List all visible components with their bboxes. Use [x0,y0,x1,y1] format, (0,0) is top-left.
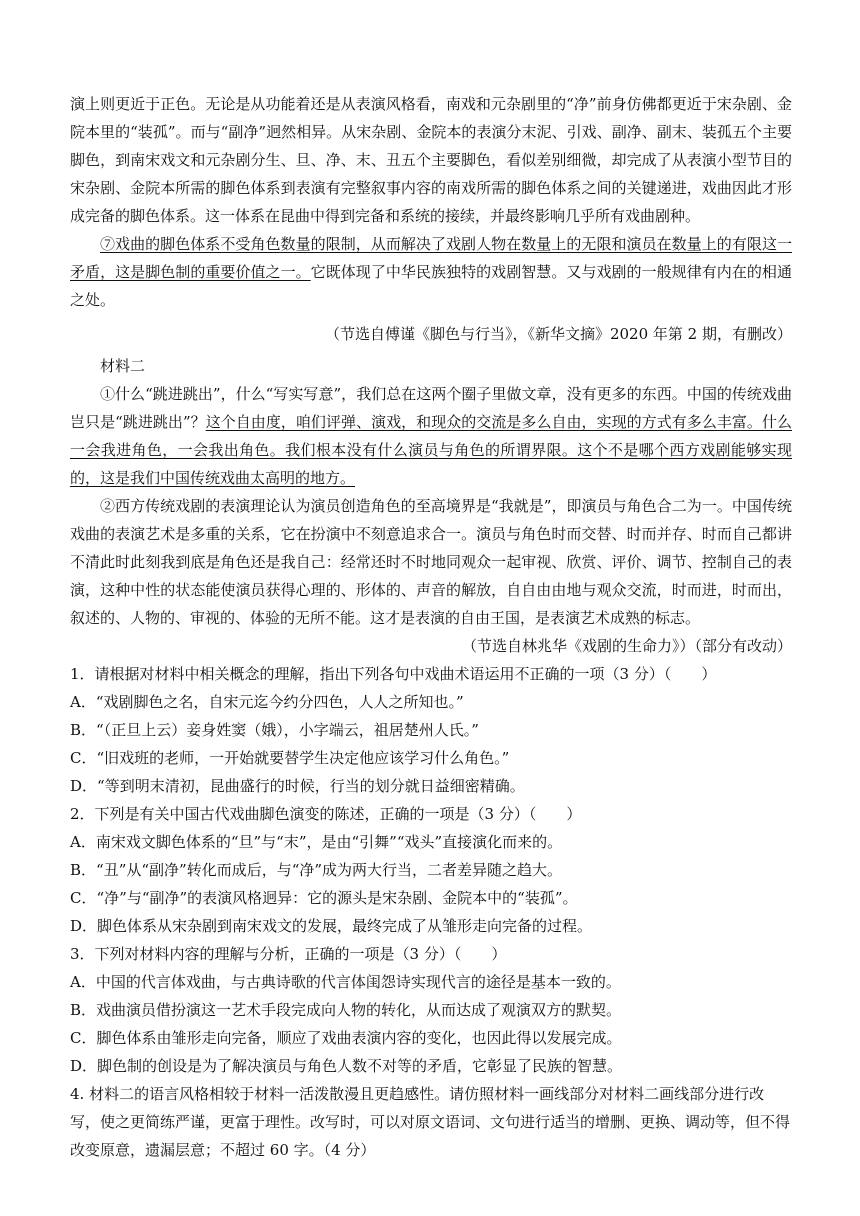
question-2 [70,800,792,940]
material1-paragraph-6: 演上则更近于正色。无论是从功能着还是从表演风格看，南戏和元杂剧里的“净”前身仿佛都更近于宋杂剧、金院本里的“装孤”。而与“副净”迥然相异。从宋杂剧、金院本的表演分末泥、引戏、副净、副末、装孤五个主要脚色，到南宋戏文和元杂剧分生、旦、净、末、丑五个主要脚色，看似差别细微，却完成了从表演小型节目的宋杂剧、金院本所需的脚色体系到表演有完整叙事内容的南戏所需的脚色体系之间的关键递进，戏曲因此才形成完备的脚色体系。这一体系在昆曲中得到完备和系统的接续，并最终影响几乎所有戏曲剧种。 [70,95,792,225]
question-4 [70,1080,792,1164]
material1-paragraph-7-rest: 它既体现了中华民族独特的戏剧智慧。又与戏剧的一般规律有内在的相通之处。 [70,263,792,309]
question-stem: 1．请根据对材料中相关概念的理解，指出下列各句中戏曲术语运用不正确的一项（3 分）（ ） [70,665,717,683]
option-d[interactable]: D．“等到明末清初，昆曲盛行的时候，行当的划分就日益细密精确。 [70,777,525,795]
material2-paragraph-1 [70,380,792,492]
option-c[interactable]: C．“旧戏班的老师，一开始就要替学生决定他应该学习什么角色。” [70,749,510,767]
option-c[interactable]: C．脚色体系由雏形走向完备，顺应了戏曲表演内容的变化，也因此得以发展完成。 [70,1029,622,1047]
option-b[interactable]: B．“（正旦上云）妾身姓窦（娥），小字端云，祖居楚州人氏。” [70,721,479,739]
material2-label: 材料二 [100,357,146,375]
material1-underlined-sentence: ⑦戏曲的脚色体系不受角色数量的限制，从而解决了戏剧人物在数量上的无限和演员在数量上的有限这一矛盾，这是脚色制的重要价值之一。 [70,235,792,281]
exam-page [70,90,792,1164]
material2-paragraph-2: ②西方传统戏剧的表演理论认为演员创造角色的至高境界是“我就是”，即演员与角色合二为一。中国传统戏曲的表演艺术是多重的关系，它在扮演中不刻意追求合一。演员与角色时而交替、时而并存、时而自己都讲不清此时此刻我到底是角色还是我自己：经常还时不时地同观众一起审视、欣赏、评价、调节、控制自己的表演，这种中性的状态能使演员获得心理的、形体的、声音的解放，自自由由地与观众交流，时而进，时而出，叙述的、人物的、审视的、体验的无所不能。这才是表演的自由王国，是表演艺术成熟的标志。 [70,497,792,627]
option-a[interactable]: A．南宋戏文脚色体系的“旦”与“末”，是由“引舞”“戏头”直接演化而来的。 [70,833,563,851]
option-b[interactable]: B．“丑”从“副净”转化而成后，与“净”成为两大行当，二者差异随之趋大。 [70,861,563,879]
option-a[interactable]: A．中国的代言体戏曲，与古典诗歌的代言体闺怨诗实现代言的途径是基本一致的。 [70,973,621,991]
option-d[interactable]: D．脚色制的创设是为了解决演员与角色人数不对等的矛盾，它彰显了民族的智慧。 [70,1057,623,1075]
question-stem: 4. 材料二的语言风格相较于材料一活泼散漫且更趋感性。请仿照材料一画线部分对材料二画线部分进行改写，使之更简练严谨，更富于理性。改写时，可以对原文语词、文句进行适当的增删、更换、调动等，但不得改变原意，遗漏层意；不超过 60 字。（4 分） [70,1085,791,1159]
question-3 [70,940,792,1080]
option-a[interactable]: A．“戏剧脚色之名，自宋元迄今约分四色，人人之所知也。” [70,693,464,711]
question-1 [70,660,792,800]
material2-underlined-passage: 这个自由度，咱们评弹、演戏，和现众的交流是多么自由，实现的方式有多么丰富。什么一会我进角色，一会我出角色。我们根本没有什么演员与角色的所谓界限。这个不是哪个西方戏剧能够实现的，这是我们中国传统戏曲太高明的地方。 [70,413,792,487]
material2-paragraph-1-start: ①什么“跳进跳出”，什么“写实写意”，我们总在这两个圈子里做文章，没有更多的东西。中国的传统戏曲岂只是“跳进跳出”？ [70,385,792,431]
question-stem: 3．下列对材料内容的理解与分析，正确的一项是（3 分）（ ） [70,945,507,963]
material1-paragraph-7 [70,230,792,314]
material1-source: （节选自傅谨《脚色与行当》，《新华文摘》2020 年第 2 期，有删改） [324,325,792,343]
option-b[interactable]: B．戏曲演员借扮演这一艺术手段完成向人物的转化，从而达成了观演双方的默契。 [70,1001,622,1019]
option-d[interactable]: D．脚色体系从宋杂剧到南宋戏文的发展，最终完成了从雏形走向完备的过程。 [70,917,593,935]
option-c[interactable]: C．“净”与“副净”的表演风格迥异：它的源头是宋杂剧、金院本中的“装孤”。 [70,889,578,907]
question-stem: 2．下列是有关中国古代戏曲脚色演变的陈述，正确的一项是（3 分）（ ） [70,805,582,823]
material2-source: （节选自林兆华《戏剧的生命力》）（部分有改动） [461,637,792,655]
